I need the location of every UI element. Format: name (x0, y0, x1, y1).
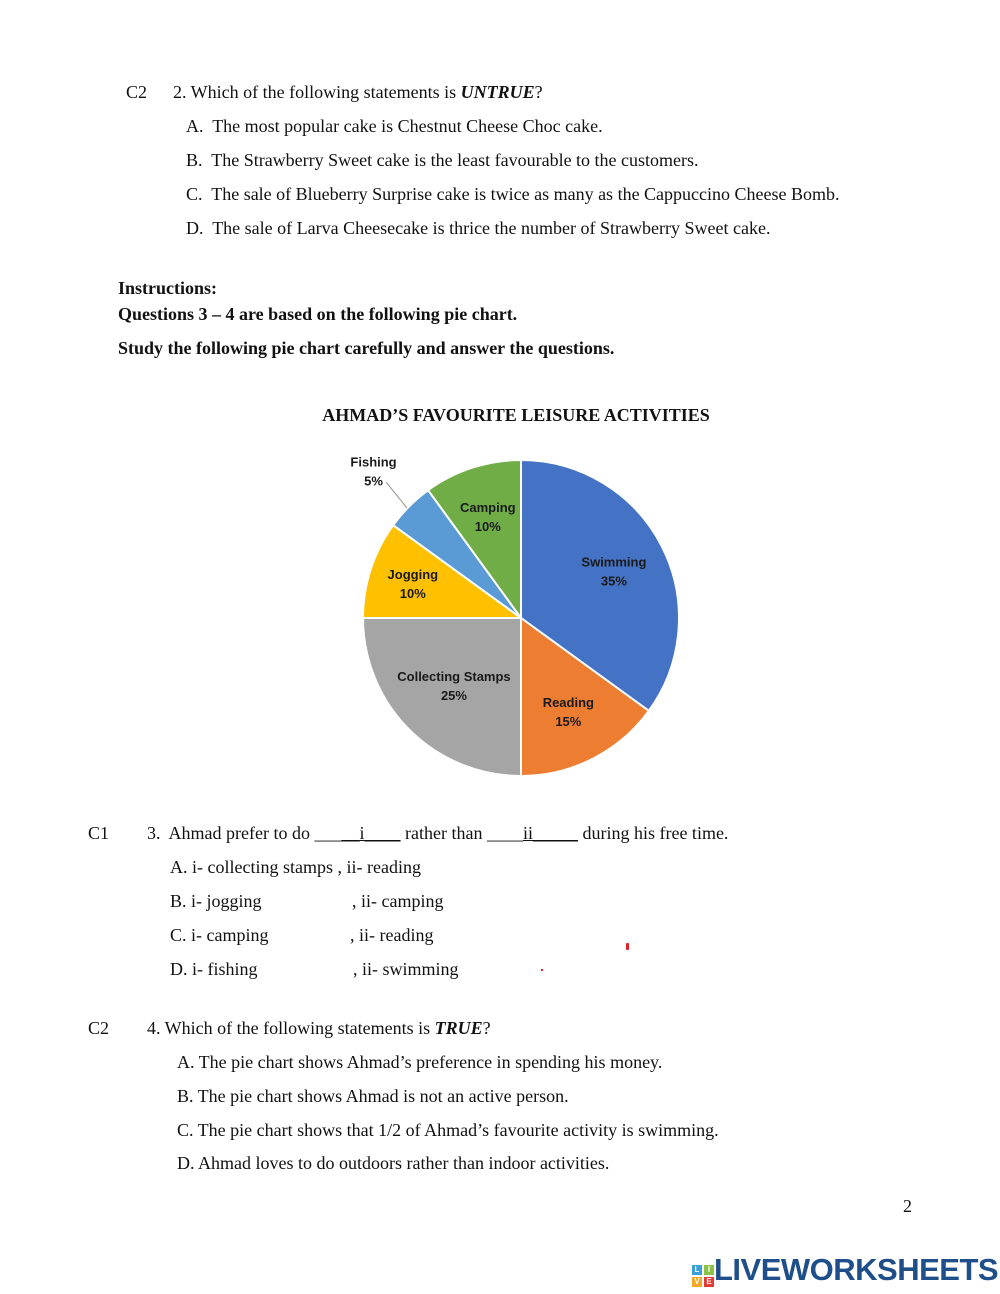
q2-question-prefix: 2. Which of the following statements is (173, 82, 461, 102)
q3-part3: during his free time. (577, 823, 729, 843)
q2-code: C2 (126, 82, 148, 102)
fishing-leader-line (386, 482, 407, 508)
q2-option-b[interactable] (186, 150, 699, 171)
q4-option-a[interactable]: A. The pie chart shows Ahmad’s preference in spending his money. (177, 1052, 663, 1072)
option-letter: B. (186, 150, 203, 170)
logo-letter: E (704, 1277, 714, 1287)
q4-question (147, 1018, 491, 1039)
q3-option-d-ii: , ii- swimming (353, 959, 459, 979)
q4-code: C2 (88, 1018, 110, 1038)
q2-option-d[interactable] (186, 218, 770, 239)
pie-value-label: 10% (399, 585, 426, 601)
instructions-line2: Study the following pie chart carefully and answer the questions. (118, 338, 615, 358)
option-letter: C. (186, 184, 203, 204)
option-text: The sale of Larva Cheesecake is thrice the number of Strawberry Sweet cake. (212, 218, 771, 238)
q3-option-a[interactable] (170, 857, 421, 878)
option-letter: D. (186, 218, 204, 238)
q3-option-b-ii: , ii- camping (352, 891, 444, 911)
chart-title: AHMAD’S FAVOURITE LEISURE ACTIVITIES (322, 405, 710, 425)
red-mark (626, 943, 629, 950)
logo-letter: I (704, 1265, 714, 1275)
q4-option-b[interactable]: B. The pie chart shows Ahmad is not an active person. (177, 1086, 569, 1106)
instructions-line1: Questions 3 – 4 are based on the following pie chart. (118, 304, 518, 324)
pie-value-label: 35% (600, 573, 627, 589)
pie-label: Reading (542, 694, 594, 710)
q3-blank-ii[interactable]: ii_____ (522, 823, 578, 843)
option-text: The most popular cake is Chestnut Cheese Choc cake. (212, 116, 603, 136)
option-i: C. i- camping (170, 925, 269, 945)
option-text: The Strawberry Sweet cake is the least favourable to the customers. (211, 150, 699, 170)
q4-option-c[interactable]: C. The pie chart shows that 1/2 of Ahmad’s favourite activity is swimming. (177, 1120, 719, 1140)
q3-option-b[interactable] (170, 891, 262, 912)
pie-value-label: 15% (555, 713, 582, 729)
red-dot (541, 969, 543, 971)
q4-emphasis: TRUE (434, 1018, 483, 1038)
option-i: A. i- collecting stamps (170, 857, 333, 877)
pie-label: Collecting Stamps (397, 669, 511, 685)
pie-chart (340, 440, 700, 790)
q4-question-prefix: 4. Which of the following statements is (147, 1018, 435, 1038)
q2-question-suffix: ? (534, 82, 543, 102)
pie-value-label: 10% (474, 518, 501, 534)
q3-number: 3. (147, 823, 161, 843)
pie-label: Jogging (387, 566, 439, 582)
q3-code: C1 (88, 823, 110, 843)
q4-question-suffix: ? (482, 1018, 491, 1038)
q3-option-d[interactable] (170, 959, 258, 980)
option-text: The sale of Blueberry Surprise cake is twice as many as the Cappuccino Cheese Bomb. (211, 184, 840, 204)
logo-letter: V (692, 1277, 702, 1287)
pie-label: Camping (459, 499, 516, 515)
pie-label: Swimming (581, 554, 647, 570)
pie-value-label: 5% (364, 473, 383, 489)
q2-option-c[interactable] (186, 184, 840, 205)
option-i: B. i- jogging (170, 891, 262, 911)
q4-option-d[interactable]: D. Ahmad loves to do outdoors rather than indoor activities. (177, 1153, 610, 1173)
instructions-heading: Instructions: (118, 278, 218, 298)
option-ii: , ii- reading (337, 857, 421, 877)
logo-icon (692, 1265, 714, 1287)
pie-label: Fishing (350, 454, 397, 470)
q3-option-c[interactable] (170, 925, 268, 946)
q3-part2: rather than ____ (400, 823, 523, 843)
brand-name: LIVEWORKSHEETS (714, 1252, 999, 1287)
option-letter: A. (186, 116, 204, 136)
option-i: D. i- fishing (170, 959, 258, 979)
q3-option-c-ii: , ii- reading (350, 925, 434, 945)
pie-value-label: 25% (440, 688, 467, 704)
q2-question (173, 82, 543, 103)
q2-emphasis: UNTRUE (460, 82, 535, 102)
brand-logo[interactable] (692, 1252, 998, 1288)
page-number: 2 (903, 1196, 912, 1216)
q3-question (147, 823, 728, 844)
logo-letter: L (692, 1265, 702, 1275)
q3-part1: Ahmad prefer to do ___ (168, 823, 342, 843)
q3-blank-i[interactable]: __i____ (341, 823, 401, 843)
q2-option-a[interactable] (186, 116, 603, 137)
